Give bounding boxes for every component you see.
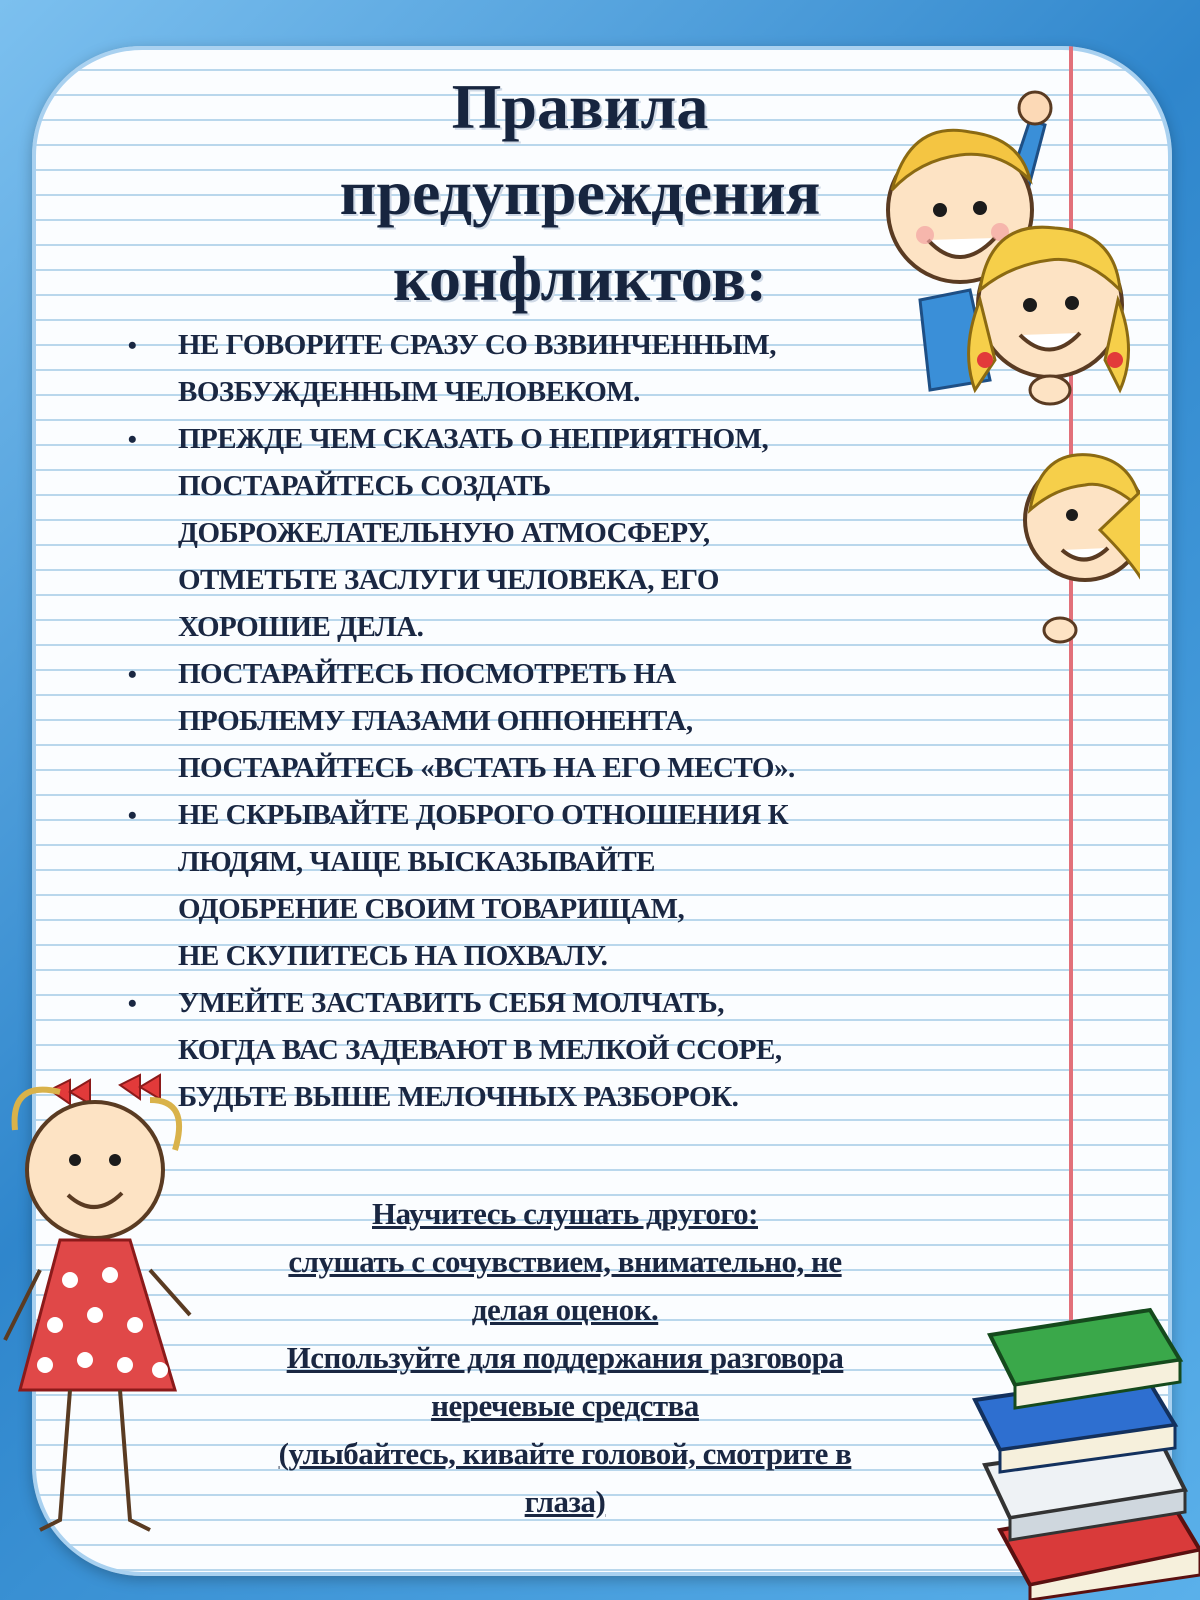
rule-line: ВОЗБУЖДЕННЫМ ЧЕЛОВЕКОМ. xyxy=(178,376,640,408)
bullet: • xyxy=(127,989,137,1018)
rule-item xyxy=(122,651,1022,792)
rule-line: ОТМЕТЬТЕ ЗАСЛУГИ ЧЕЛОВЕКА, ЕГО xyxy=(178,564,719,596)
title-line: предупреждения xyxy=(339,157,821,228)
rule-item xyxy=(122,980,1022,1121)
listening-advice xyxy=(140,1190,990,1526)
title-line: Правила xyxy=(451,71,709,142)
rule-line: КОГДА ВАС ЗАДЕВАЮТ В МЕЛКОЙ ССОРЕ, xyxy=(178,1034,782,1066)
rule-line: ПРОБЛЕМУ ГЛАЗАМИ ОППОНЕНТА, xyxy=(178,705,693,737)
advice-line: (улыбайтесь, кивайте головой, смотрите в xyxy=(278,1436,852,1471)
title-line: конфликтов: xyxy=(392,243,768,314)
rule-line: ПОСТАРАЙТЕСЬ «ВСТАТЬ НА ЕГО МЕСТО». xyxy=(178,752,795,784)
advice-line: слушать с сочувствием, внимательно, не xyxy=(288,1244,842,1279)
rule-line: ХОРОШИЕ ДЕЛА. xyxy=(178,611,424,643)
rule-line: НЕ СКРЫВАЙТЕ ДОБРОГО ОТНОШЕНИЯ К xyxy=(178,799,789,831)
rule-line: ДОБРОЖЕЛАТЕЛЬНУЮ АТМОСФЕРУ, xyxy=(178,517,710,549)
rule-line: ПОСТАРАЙТЕСЬ ПОСМОТРЕТЬ НА xyxy=(178,658,676,690)
rule-item xyxy=(122,416,1022,651)
rule-line: ПОСТАРАЙТЕСЬ СОЗДАТЬ xyxy=(178,470,551,502)
rule-line: БУДЬТЕ ВЫШЕ МЕЛОЧНЫХ РАЗБОРОК. xyxy=(178,1081,739,1113)
advice-line: неречевые средства xyxy=(431,1388,699,1423)
rule-line: НЕ СКУПИТЕСЬ НА ПОХВАЛУ. xyxy=(178,940,608,972)
bullet: • xyxy=(127,331,137,360)
rule-line: НЕ ГОВОРИТЕ СРАЗУ СО ВЗВИНЧЕННЫМ, xyxy=(178,329,777,361)
books-stack-illustration xyxy=(960,1300,1200,1600)
page-title xyxy=(200,64,960,322)
rule-line: УМЕЙТЕ ЗАСТАВИТЬ СЕБЯ МОЛЧАТЬ, xyxy=(178,987,724,1019)
rule-line: ЛЮДЯМ, ЧАЩЕ ВЫСКАЗЫВАЙТЕ xyxy=(178,846,656,878)
advice-line: Научитесь слушать другого: xyxy=(372,1196,758,1231)
rule-line: ОДОБРЕНИЕ СВОИМ ТОВАРИЩАМ, xyxy=(178,893,685,925)
bullet: • xyxy=(127,801,137,830)
advice-line: Используйте для поддержания разговора xyxy=(286,1340,844,1375)
rule-item xyxy=(122,792,1022,980)
advice-line: глаза) xyxy=(524,1484,606,1519)
advice-line: делая оценок. xyxy=(471,1292,659,1327)
rule-line: ПРЕЖДЕ ЧЕМ СКАЗАТЬ О НЕПРИЯТНОМ, xyxy=(178,423,769,455)
rules-list xyxy=(122,322,1022,1121)
rule-item xyxy=(122,322,1022,416)
bullet: • xyxy=(127,660,137,689)
bullet: • xyxy=(127,425,137,454)
